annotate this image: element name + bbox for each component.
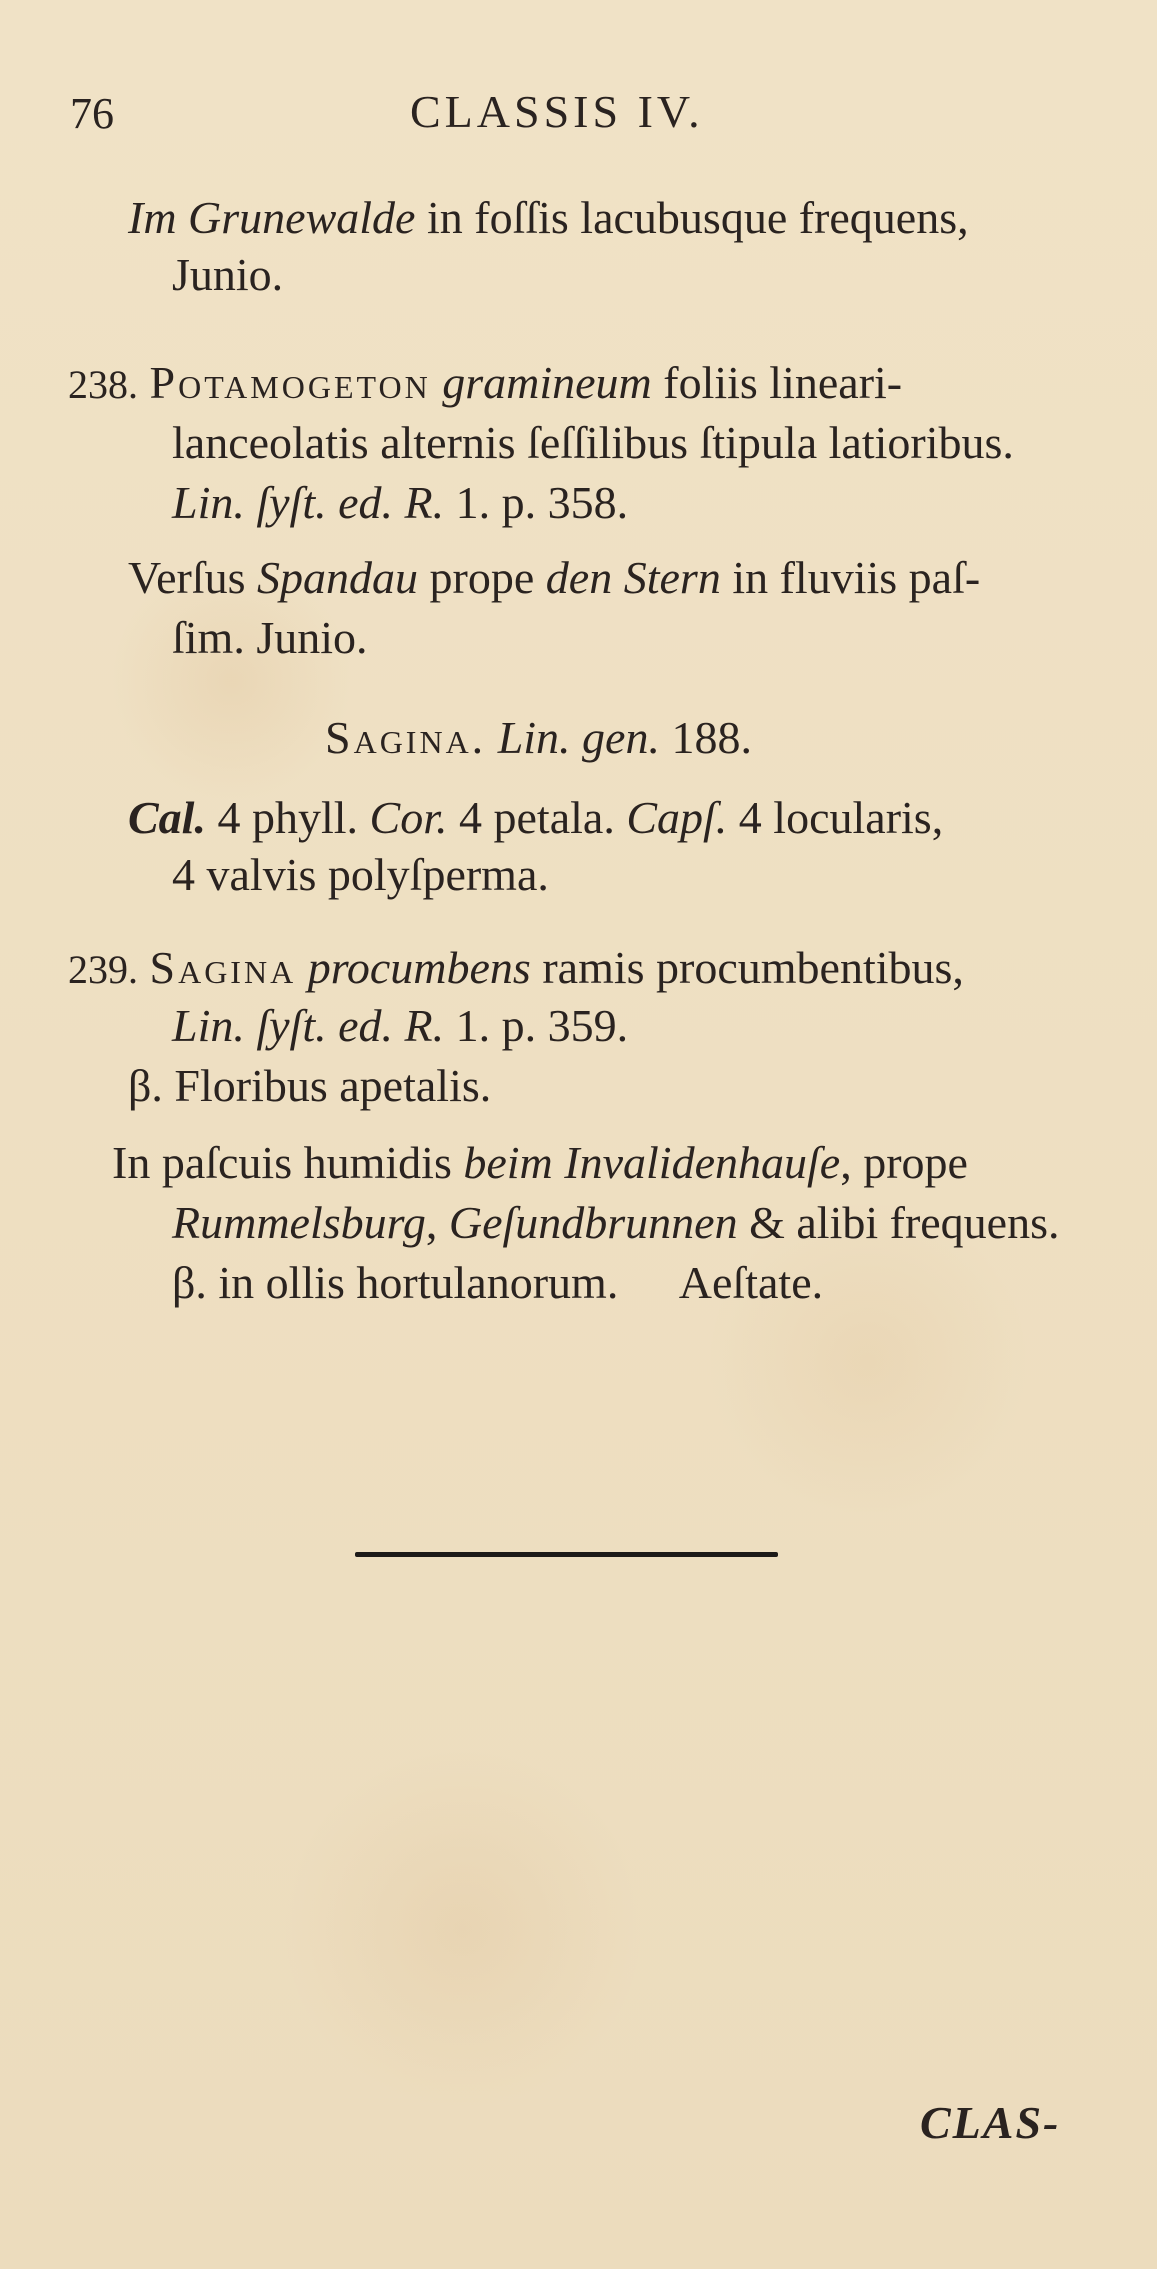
caps-text: 4 locularis, bbox=[738, 792, 944, 843]
variety-text: Floribus apetalis. bbox=[174, 1060, 492, 1111]
species-name: gramineum bbox=[442, 357, 652, 408]
entry-238-line-1 bbox=[68, 357, 903, 408]
catchword: CLAS- bbox=[920, 2097, 1061, 2148]
cal-label: Cal. bbox=[128, 792, 206, 843]
reference-page: 1. p. 358. bbox=[455, 477, 629, 528]
entry-238-line-3 bbox=[172, 477, 629, 528]
genus-heading-name: Sagina. bbox=[325, 712, 487, 763]
variety-label: β. bbox=[128, 1060, 163, 1111]
genus-characters-line-1 bbox=[128, 792, 944, 843]
text-run: foliis lineari- bbox=[663, 357, 903, 408]
text-run: in foſſis lacubusque frequens, bbox=[415, 192, 969, 243]
text-run: in ollis hortulanorum. bbox=[218, 1257, 619, 1308]
season: Aeſtate. bbox=[678, 1257, 824, 1308]
caps-label: Capſ. bbox=[626, 792, 728, 843]
genus-name: Potamogeton bbox=[149, 357, 431, 408]
genus-number: 188. bbox=[671, 712, 752, 763]
reference-page: 1. p. 359. bbox=[455, 1000, 629, 1051]
entry-239-variety bbox=[128, 1060, 492, 1111]
reference: Lin. ſyſt. ed. R. bbox=[172, 477, 445, 528]
text-run: , prope bbox=[840, 1137, 968, 1188]
place-name: Im Grunewalde bbox=[128, 192, 416, 243]
place-name: den Stern bbox=[545, 552, 721, 603]
page-number: 76 bbox=[70, 89, 114, 138]
entry-239-habitat-line-1 bbox=[112, 1137, 968, 1188]
reference: Lin. ſyſt. ed. R. bbox=[172, 1000, 445, 1051]
text-run: In paſcuis humidis bbox=[112, 1137, 452, 1188]
entry-number: 238. bbox=[68, 362, 138, 407]
entry-238-habitat-line-2: ſim. Junio. bbox=[172, 612, 368, 663]
text-run: Verſus bbox=[128, 552, 246, 603]
cal-text: 4 phyll. bbox=[217, 792, 359, 843]
cor-text: 4 petala. bbox=[459, 792, 615, 843]
genus-name: Sagina bbox=[149, 942, 297, 993]
entry-239-line-1 bbox=[68, 942, 964, 993]
text-run: in fluviis paſ- bbox=[732, 552, 981, 603]
text-run: , bbox=[425, 1197, 449, 1248]
place-name: Spandau bbox=[257, 552, 419, 603]
continuation-line-1 bbox=[128, 192, 969, 243]
place-name: beim Invalidenhauſe bbox=[463, 1137, 841, 1188]
place-name: Rummelsburg bbox=[172, 1197, 426, 1248]
continuation-line-2: Junio. bbox=[172, 249, 284, 300]
text-run: ramis procumbentibus, bbox=[542, 942, 964, 993]
entry-238-line-2: lanceolatis alternis ſeſſilibus ſtipula latioribus. bbox=[172, 417, 1014, 468]
species-name: procumbens bbox=[307, 942, 531, 993]
entry-239-line-2 bbox=[172, 1000, 629, 1051]
variety-label: β. bbox=[172, 1257, 207, 1308]
entry-239-habitat-line-2 bbox=[172, 1197, 1060, 1248]
running-head: CLASSIS IV. bbox=[410, 86, 704, 137]
text-run: prope bbox=[429, 552, 535, 603]
entry-239-habitat-line-3 bbox=[172, 1257, 824, 1308]
place-name: Geſundbrunnen bbox=[448, 1197, 738, 1248]
genus-characters-line-2: 4 valvis polyſperma. bbox=[172, 849, 549, 900]
genus-heading bbox=[325, 712, 752, 763]
section-rule bbox=[355, 1552, 778, 1557]
text-run: & alibi frequens. bbox=[737, 1197, 1060, 1248]
cor-label: Cor. bbox=[369, 792, 448, 843]
entry-number: 239. bbox=[68, 947, 138, 992]
entry-238-habitat-line-1 bbox=[128, 552, 981, 603]
genus-reference: Lin. gen. bbox=[497, 712, 660, 763]
